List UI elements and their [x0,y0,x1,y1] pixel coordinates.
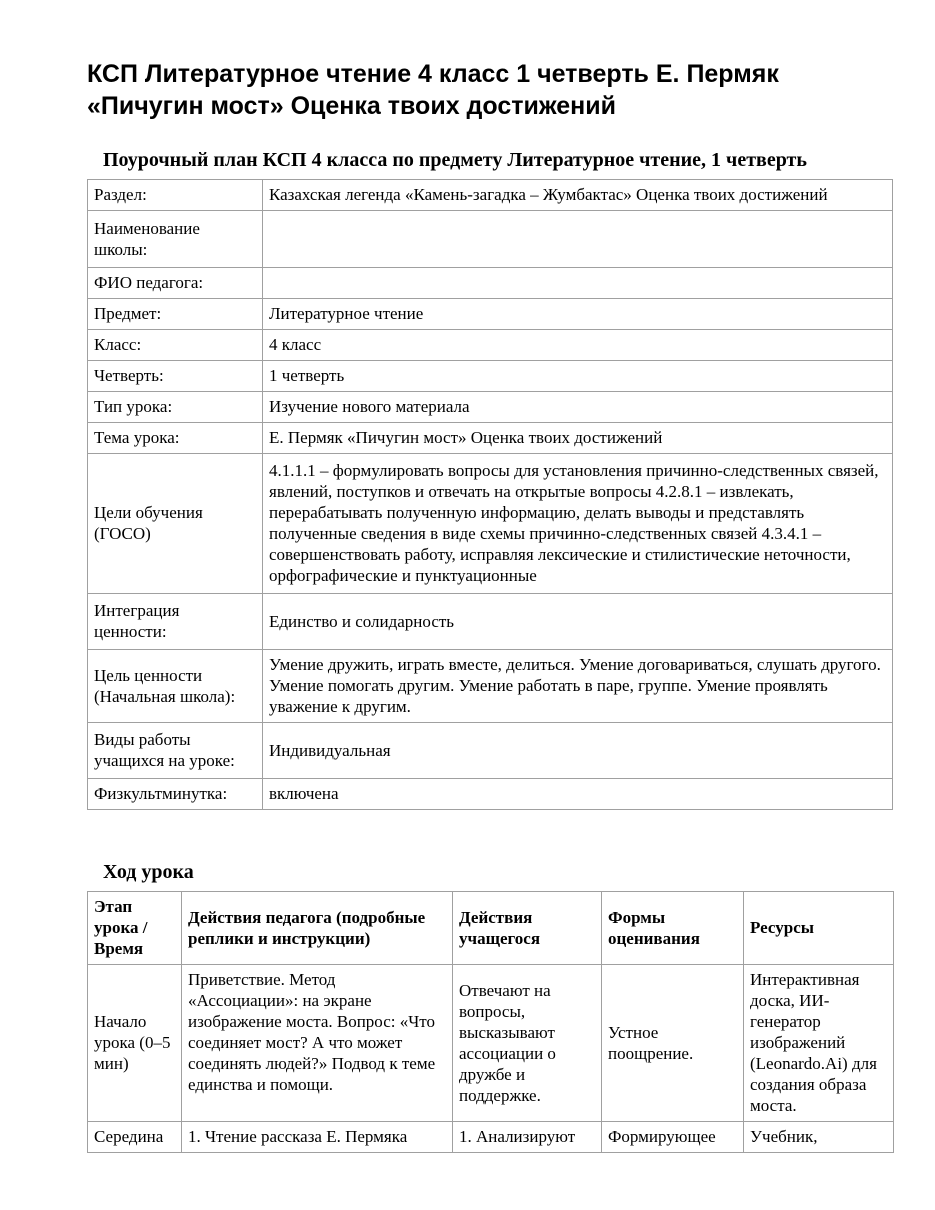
info-row-value-integration [88,594,893,650]
info-label: Наименование школы: [88,211,263,268]
info-label: Цель ценности (Начальная школа): [88,650,263,723]
info-row-value-goal [88,650,893,723]
info-value: Единство и солидарность [263,594,893,650]
info-label: Тема урока: [88,423,263,454]
info-label: Цели обучения (ГОСО) [88,454,263,594]
info-value: 1 четверть [263,361,893,392]
student-actions-cell: 1. Анализируют [453,1122,602,1153]
document-title: КСП Литературное чтение 4 класс 1 четверть Е. Пермяк «Пичугин мост» Оценка твоих достижений [87,60,779,120]
info-row-exercise-break [88,779,893,810]
info-row-section [88,180,893,211]
info-value [263,211,893,268]
column-header-teacher: Действия педагога (подробные реплики и инструкции) [182,892,453,965]
info-value: включена [263,779,893,810]
info-row-teacher [88,268,893,299]
info-value: Изучение нового материала [263,392,893,423]
stage-cell: Середина [88,1122,182,1153]
lesson-row [88,1122,894,1153]
assessment-cell: Формирующее [602,1122,744,1153]
info-row-work-types [88,723,893,779]
info-row-goals [88,454,893,594]
column-header-stage: Этап урока / Время [88,892,182,965]
info-row-topic [88,423,893,454]
info-value: Умение дружить, играть вместе, делиться. Умение договариваться, слушать другого. Умение помогать другим. Умение работать в паре, группе. Умение проявлять уважение к другим. [263,650,893,723]
teacher-actions-cell: Приветствие. Метод «Ассоциации»: на экране изображение моста. Вопрос: «Что соединяет мост? А что может соединять людей?» Подвод к теме единства и помощи. [182,965,453,1122]
info-label: Раздел: [88,180,263,211]
column-header-student: Действия учащегося [453,892,602,965]
resources-cell: Интерактивная доска, ИИ-генератор изображений (Leonardo.Ai) для создания образа моста. [744,965,894,1122]
info-value: Литературное чтение [263,299,893,330]
info-row-lesson-type [88,392,893,423]
lesson-progress-table [87,891,894,1153]
teacher-actions-cell: 1. Чтение рассказа Е. Пермяка [182,1122,453,1153]
info-row-quarter [88,361,893,392]
info-value: Казахская легенда «Камень-загадка – Жумбактас» Оценка твоих достижений [263,180,893,211]
assessment-cell: Устное поощрение. [602,965,744,1122]
info-value [263,268,893,299]
lesson-row [88,965,894,1122]
info-value: 4 класс [263,330,893,361]
info-label: Четверть: [88,361,263,392]
info-row-subject [88,299,893,330]
lesson-progress-title: Ход урока [103,861,194,883]
student-actions-cell: Отвечают на вопросы, высказывают ассоциации о дружбе и поддержке. [453,965,602,1122]
column-header-resources: Ресурсы [744,892,894,965]
info-row-school [88,211,893,268]
column-header-assessment: Формы оценивания [602,892,744,965]
info-value: Индивидуальная [263,723,893,779]
resources-cell: Учебник, [744,1122,894,1153]
info-label: Предмет: [88,299,263,330]
info-value: 4.1.1.1 – формулировать вопросы для установления причинно-следственных связей, явлений, поступков и отвечать на открытые вопросы 4.2.8.1 – извлекать, перерабатывать полученную информацию, делать выводы и представлять полученные сведения в виде схемы причинно-следственных связей 4.3.4.1 – совершенствовать работу, исправляя лексические и стилистические неточности, орфографические и пунктуационные [263,454,893,594]
stage-cell: Начало урока (0–5 мин) [88,965,182,1122]
info-label: Тип урока: [88,392,263,423]
info-value: Е. Пермяк «Пичугин мост» Оценка твоих достижений [263,423,893,454]
info-label: Класс: [88,330,263,361]
info-label: Физкультминутка: [88,779,263,810]
info-row-class [88,330,893,361]
info-label: ФИО педагога: [88,268,263,299]
lesson-info-table [87,179,893,810]
info-label: Интеграция ценности: [88,594,263,650]
info-label: Виды работы учащихся на уроке: [88,723,263,779]
lesson-header-row [88,892,894,965]
plan-title: Поурочный план КСП 4 класса по предмету Литературное чтение, 1 четверть [103,149,807,171]
